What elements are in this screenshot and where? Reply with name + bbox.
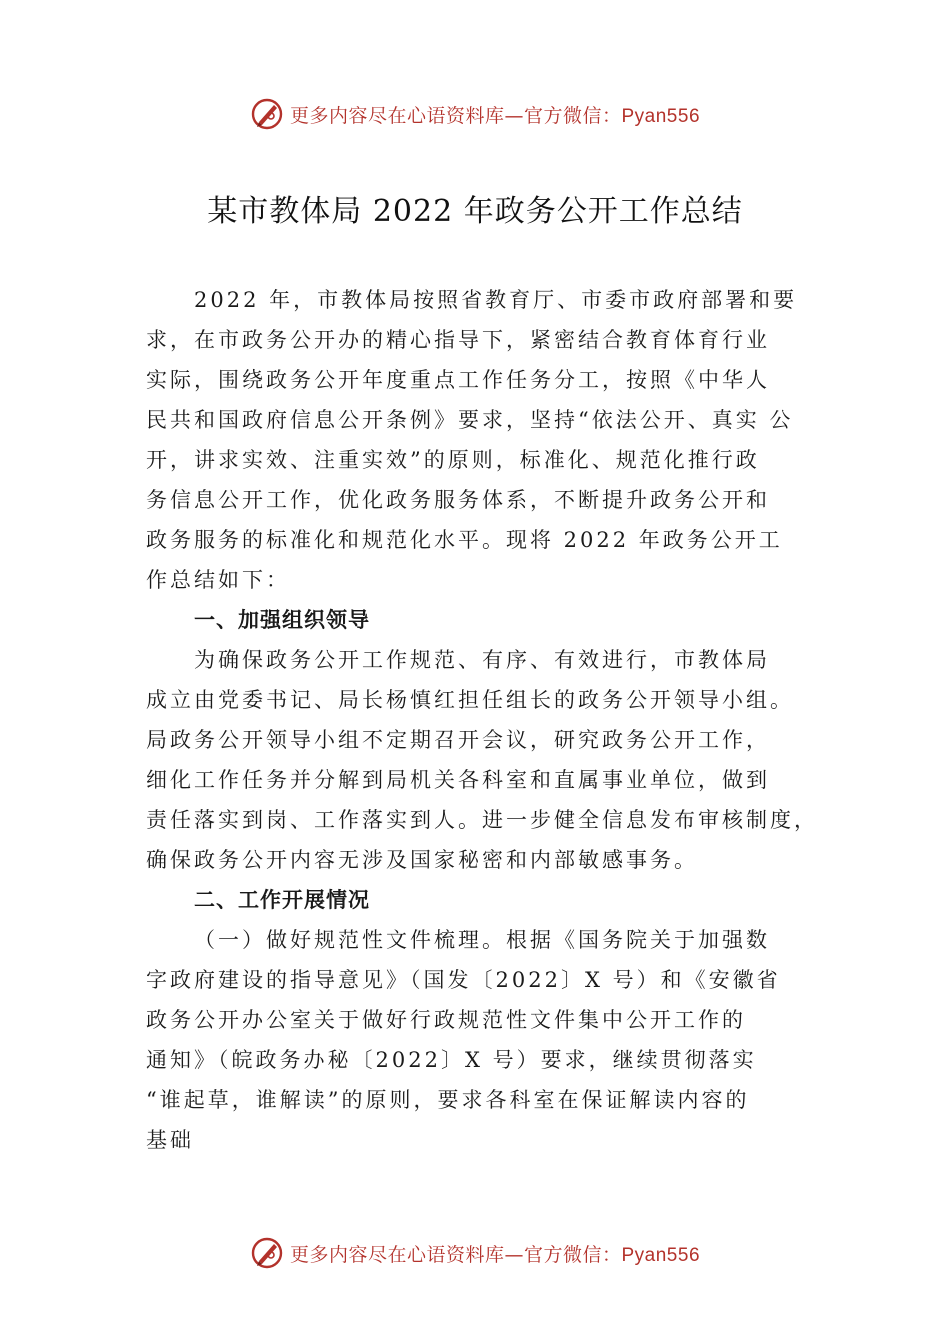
paragraph-line: 基础 <box>146 1128 194 1152</box>
section-heading: 二、工作开展情况 <box>194 888 370 912</box>
paragraph-line: 求，在市政务公开办的精心指导下，紧密结合教育体育行业 <box>146 328 770 352</box>
paragraph-line: 细化工作任务并分解到局机关各科室和直属事业单位，做到 <box>146 768 770 792</box>
paragraph-line: “谁起草，谁解读”的原则，要求各科室在保证解读内容的 <box>146 1088 750 1112</box>
paragraph-line: 民共和国政府信息公开条例》要求，坚持“依法公开、真实 公 <box>146 408 794 432</box>
document-title: 某市教体局 2022 年政务公开工作总结 <box>207 194 743 229</box>
paragraph-line: 政务公开办公室关于做好行政规范性文件集中公开工作的 <box>146 1008 746 1032</box>
banner-slogan: 更多内容尽在心语资料库—官方微信： <box>289 1243 622 1266</box>
pen-logo-icon <box>250 1236 284 1270</box>
paragraph-line: （一）做好规范性文件梳理。根据《国务院关于加强数 <box>194 928 770 952</box>
paragraph-line: 通知》（皖政务办秘〔2022〕X 号）要求，继续贯彻落实 <box>146 1048 757 1072</box>
paragraph-line: 局政务公开领导小组不定期召开会议，研究政务公开工作， <box>146 728 770 752</box>
header-banner <box>0 92 950 136</box>
banner-text <box>290 1240 700 1267</box>
pen-logo-icon <box>250 97 284 131</box>
banner-slogan: 更多内容尽在心语资料库—官方微信： <box>289 104 622 127</box>
paragraph-line: 政务服务的标准化和规范化水平。现将 2022 年政务公开工 <box>146 528 783 552</box>
banner-text <box>290 101 700 128</box>
paragraph-line: 责任落实到岗、工作落实到人。进一步健全信息发布审核制度， <box>146 808 818 832</box>
paragraph-line: 为确保政务公开工作规范、有序、有效进行，市教体局 <box>194 648 770 672</box>
footer-banner <box>0 1231 950 1275</box>
paragraph-line: 确保政务公开内容无涉及国家秘密和内部敏感事务。 <box>146 848 698 872</box>
banner-wechat-id: Pyan556 <box>621 105 701 127</box>
paragraph-line: 务信息公开工作，优化政务服务体系，不断提升政务公开和 <box>146 488 770 512</box>
paragraph-line: 字政府建设的指导意见》（国发〔2022〕X 号）和《安徽省 <box>146 968 781 992</box>
paragraph-line: 开，讲求实效、注重实效”的原则，标准化、规范化推行政 <box>146 448 760 472</box>
paragraph-line: 实际，围绕政务公开年度重点工作任务分工，按照《中华人 <box>146 368 770 392</box>
section-heading: 一、加强组织领导 <box>194 608 370 632</box>
paragraph-line: 作总结如下： <box>146 568 290 592</box>
paragraph-line: 2022 年，市教体局按照省教育厅、市委市政府部署和要 <box>194 288 798 312</box>
banner-wechat-id: Pyan556 <box>621 1244 701 1266</box>
paragraph-line: 成立由党委书记、局长杨慎红担任组长的政务公开领导小组。 <box>146 688 794 712</box>
